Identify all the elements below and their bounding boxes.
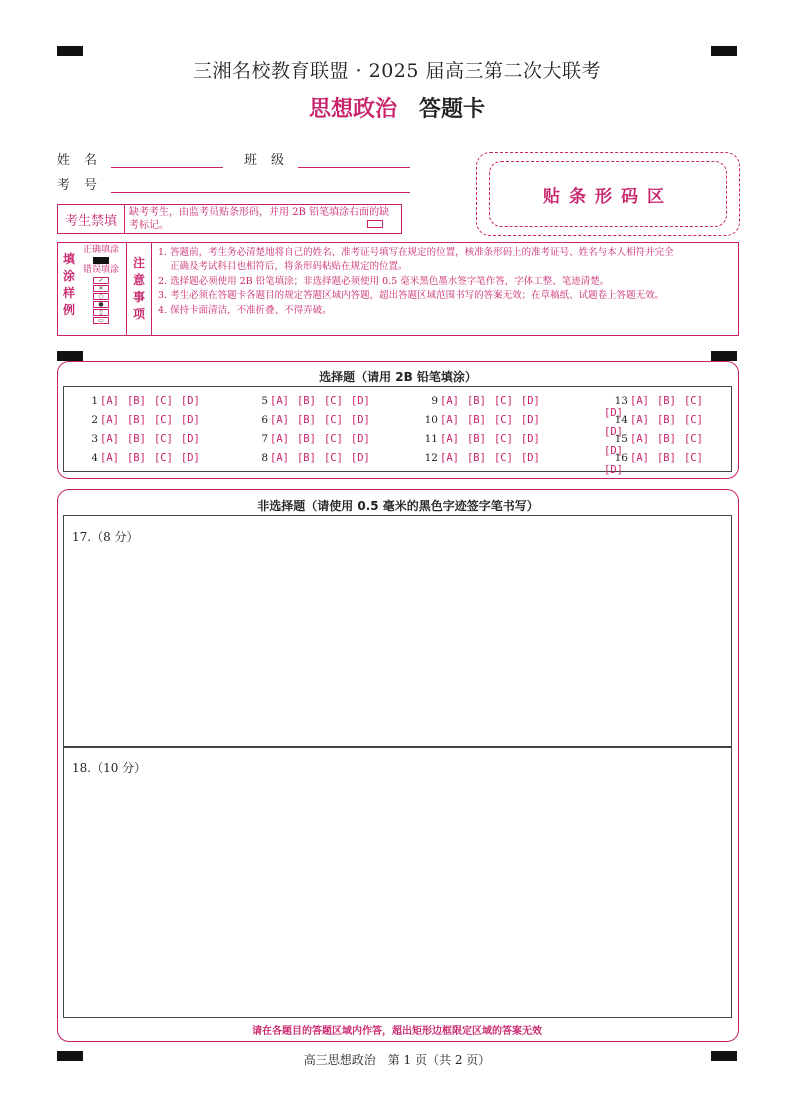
mc-option-bubble[interactable]: [B] [656,452,676,464]
mc-question-number: 4 [91,452,98,464]
registration-mark-mid-left [57,351,83,361]
non-choice-title: 非选择题（请使用 0.5 毫米的黑色字迹签字笔书写） [257,499,539,513]
answer-box-17[interactable] [63,515,732,748]
mc-question-7 [244,433,378,445]
mc-question-3 [74,433,208,445]
mc-question-11 [414,433,548,445]
wrong-fill-label: 错误填涂 [82,265,119,275]
mc-option-bubble[interactable]: [B] [296,414,316,426]
mc-option-bubble[interactable]: [D] [604,464,623,476]
mc-option-bubble[interactable]: [B] [296,433,316,445]
mc-question-number: 1 [91,395,98,407]
notes-char: 事 [132,290,145,304]
mc-option-bubble[interactable]: [D] [350,414,370,426]
mc-option-bubble[interactable]: [A] [100,414,119,426]
registration-mark-top-right [711,46,737,56]
fill-char: 例 [62,303,75,317]
mc-option-bubble[interactable]: [D] [180,414,200,426]
instructions-box [57,242,739,336]
mc-question-number: 12 [424,452,438,464]
mc-option-bubble[interactable]: [B] [656,433,676,445]
mc-question-number: 11 [424,433,438,445]
mc-option-bubble[interactable]: [D] [180,395,200,407]
card-label: 答题卡 [419,96,486,122]
mc-question-5 [244,395,378,407]
mc-question-12 [414,452,548,464]
mc-option-bubble[interactable]: [D] [604,426,623,438]
mc-option-bubble[interactable]: [B] [466,414,486,426]
note-item: 2. 选择题必须使用 2B 铅笔填涂；非选择题必须使用 0.5 毫米黑色墨水签字笔作答，字体工整、笔迹清楚。 [158,275,610,287]
wrong-mark-dot: ● [93,301,109,308]
wrong-mark-cross: ✕ [93,285,109,292]
mc-option-bubble[interactable]: [A] [270,395,289,407]
mc-question-8 [244,452,378,464]
mc-option-bubble[interactable]: [A] [630,395,649,407]
mc-option-bubble[interactable]: [B] [296,452,316,464]
notes-list [152,243,738,335]
mc-option-bubble[interactable]: [D] [350,433,370,445]
mc-option-bubble[interactable]: [A] [440,433,459,445]
fill-char: 填 [62,252,75,266]
answer-area-warning: 请在各题目的答题区域内作答，超出矩形边框限定区域的答案无效 [252,1026,542,1037]
class-label: 班级 [244,153,299,168]
mc-option-bubble[interactable]: [C] [683,414,703,426]
mc-option-bubble[interactable]: [A] [270,414,289,426]
class-field[interactable] [244,149,410,168]
mc-question-2 [74,414,208,426]
mc-option-bubble[interactable]: [D] [180,433,200,445]
mc-option-bubble[interactable]: [D] [604,445,623,457]
exam-title: 三湘名校教育联盟 · 2025 届高三第二次大联考 [192,60,601,82]
mc-question-1 [74,395,208,407]
mc-option-bubble[interactable]: [A] [100,395,119,407]
notes-char: 项 [132,307,145,321]
correct-fill-mark [93,257,109,264]
fill-example [58,243,127,335]
mc-option-bubble[interactable]: [A] [270,433,289,445]
mc-option-bubble[interactable]: [C] [683,395,703,407]
card-subtitle [0,92,794,123]
mc-option-bubble[interactable]: [C] [323,414,343,426]
mc-question-number: 14 [614,414,628,426]
note-item: 4. 保持卡面清洁，不准折叠、不得弄破。 [158,304,332,316]
mc-option-bubble[interactable]: [A] [630,452,649,464]
mc-option-bubble[interactable]: [B] [126,414,146,426]
barcode-label: 贴条形码区 [489,161,727,227]
mc-option-bubble[interactable]: [C] [323,395,343,407]
mc-option-bubble[interactable]: [B] [466,395,486,407]
name-line[interactable] [111,167,223,168]
notes-char: 注 [132,256,145,270]
mc-option-bubble[interactable]: [B] [466,452,486,464]
mc-question-6 [244,414,378,426]
fill-char: 样 [62,286,75,300]
mc-option-bubble[interactable]: [D] [180,452,200,464]
mc-question-16 [604,452,731,476]
mc-option-bubble[interactable]: [D] [520,395,540,407]
mc-option-bubble[interactable]: [C] [493,433,513,445]
absent-section [57,204,402,234]
absent-text: 缺考考生，由监考员贴条形码，并用 2B 铅笔填涂右面的缺考标记。 [129,207,390,231]
subject-name: 思想政治 [308,96,397,122]
notes-label [127,243,152,335]
mc-question-number: 8 [261,452,268,464]
mc-question-number: 5 [261,395,268,407]
answer-box-18[interactable] [63,746,732,1018]
mc-option-bubble[interactable]: [D] [520,433,540,445]
wrong-mark-circle: ○ [93,293,109,300]
mc-question-number: 7 [261,433,268,445]
mc-option-bubble[interactable]: [D] [520,414,540,426]
mc-option-bubble[interactable]: [C] [153,395,173,407]
absent-label: 考生禁填 [58,205,125,233]
mc-question-number: 10 [424,414,438,426]
absent-instructions [125,205,401,233]
mc-option-bubble[interactable]: [B] [126,395,146,407]
mc-option-bubble[interactable]: [C] [323,433,343,445]
name-field[interactable] [57,149,223,168]
note-item: 正确及考试科目也相符后，将条形码粘贴在规定的位置。 [170,261,408,273]
mc-option-bubble[interactable]: [D] [520,452,540,464]
fill-example-label [62,251,76,319]
mc-option-bubble[interactable]: [A] [100,433,119,445]
mc-option-bubble[interactable]: [C] [153,452,173,464]
barcode-area [476,152,740,236]
mc-option-bubble[interactable]: [A] [630,433,649,445]
mc-option-bubble[interactable]: [B] [296,395,316,407]
mc-option-bubble[interactable]: [C] [323,452,343,464]
registration-mark-mid-right [711,351,737,361]
mc-option-bubble[interactable]: [C] [153,414,173,426]
mc-option-bubble[interactable]: [C] [683,452,703,464]
mc-option-bubble[interactable]: [A] [270,452,289,464]
mc-question-number: 3 [91,433,98,445]
mc-option-bubble[interactable]: [D] [350,452,370,464]
correct-fill-label: 正确填涂 [82,245,119,255]
exam-number-line[interactable] [111,192,410,193]
note-item: 3. 考生必须在答题卡各题目的规定答题区域内答题，超出答题区域范围书写的答案无效；在草稿纸、试题卷上答题无效。 [158,290,665,302]
mc-option-bubble[interactable]: [C] [153,433,173,445]
mc-question-number: 2 [91,414,98,426]
name-label: 姓名 [57,153,112,168]
mc-option-bubble[interactable]: [A] [630,414,649,426]
class-line[interactable] [298,167,410,168]
exam-number-field[interactable] [57,174,410,193]
mc-option-bubble[interactable]: [B] [466,433,486,445]
exam-number-label: 考号 [57,178,112,193]
mc-option-bubble[interactable]: [A] [440,452,459,464]
mc-option-bubble[interactable]: [D] [350,395,370,407]
mc-question-10 [414,414,548,426]
fill-char: 涂 [62,269,75,283]
mc-question-number: 6 [261,414,268,426]
mc-option-bubble[interactable]: [A] [440,395,459,407]
mc-question-number: 13 [614,395,628,407]
mc-option-bubble[interactable]: [B] [656,414,676,426]
absent-checkbox[interactable] [367,220,383,228]
mc-option-bubble[interactable]: [B] [126,452,146,464]
mc-option-bubble[interactable]: [D] [604,407,623,419]
mc-option-bubble[interactable]: [C] [493,452,513,464]
note-item: 1. 答题前，考生务必清楚地将自己的姓名、准考证号填写在规定的位置，核准条形码上的准考证号、姓名与本人相符并完全 [158,247,674,258]
mc-option-bubble[interactable]: [B] [656,395,676,407]
wrong-mark-check: ✓ [93,277,109,284]
mc-option-bubble[interactable]: [A] [440,414,459,426]
mc-question-4 [74,452,208,464]
mc-option-bubble[interactable]: [C] [493,414,513,426]
question-17-label: 17.（8 分） [72,530,139,544]
fill-example-marks [78,245,124,325]
mc-option-bubble[interactable]: [C] [683,433,703,445]
mc-question-number: 9 [431,395,438,407]
wrong-mark-partial: ▯ [93,309,109,316]
mc-question-number: 15 [614,433,628,445]
mc-question-number: 16 [614,452,628,464]
wrong-mark-empty: ▭ [93,317,109,324]
mc-option-bubble[interactable]: [B] [126,433,146,445]
mc-option-bubble[interactable]: [C] [493,395,513,407]
mc-option-bubble[interactable]: [A] [100,452,119,464]
question-18-label: 18.（10 分） [72,761,147,775]
multiple-choice-grid [63,386,732,476]
notes-char: 意 [132,273,145,287]
multiple-choice-title: 选择题（请用 2B 铅笔填涂） [319,370,477,384]
page-footer: 高三思想政治 第 1 页（共 2 页） [303,1053,491,1067]
registration-mark-top-left [57,46,83,56]
mc-question-9 [414,395,548,407]
